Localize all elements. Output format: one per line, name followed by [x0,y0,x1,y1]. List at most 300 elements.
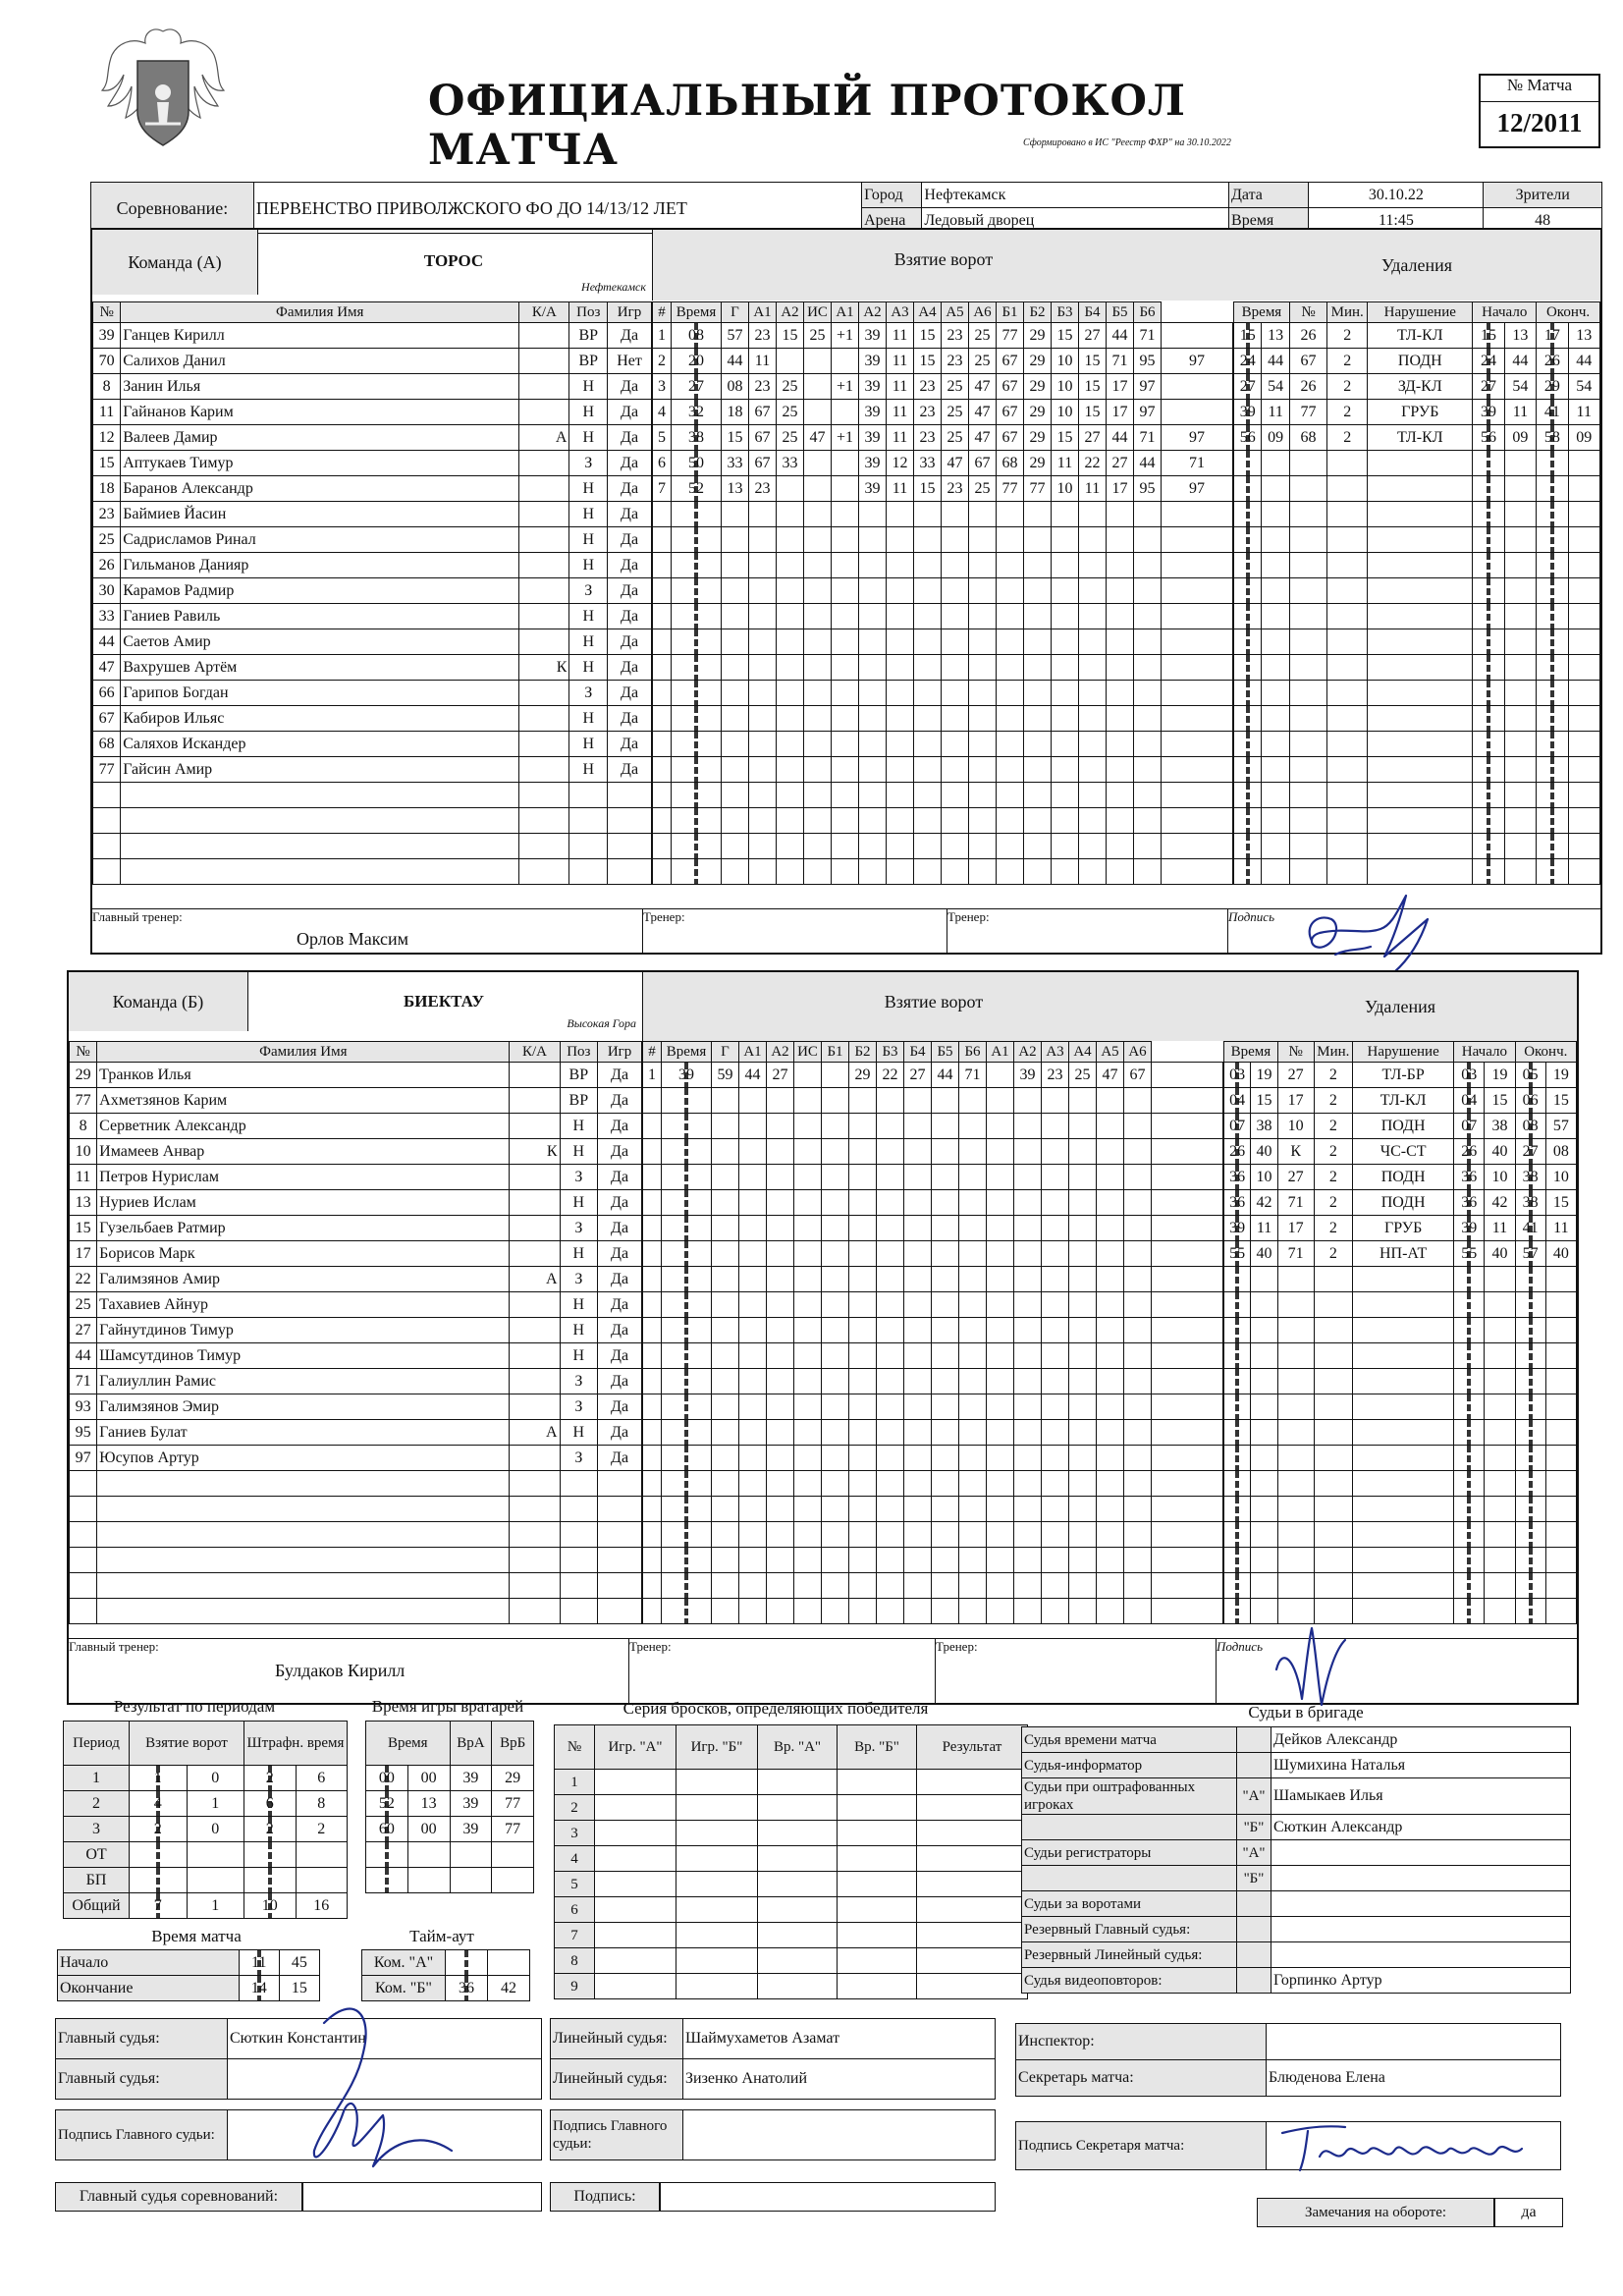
goal-cell [1069,1190,1097,1216]
goal-cell [1024,859,1052,885]
goal-cell [997,757,1024,783]
pen-player [1277,1497,1314,1522]
date-label: Дата [1229,183,1309,208]
pen-sec [1262,834,1289,859]
goal-cell [914,527,942,553]
goal-cell [987,1216,1014,1241]
line-ref-sign-table [550,2109,996,2160]
team-a-coach-signature [1276,886,1473,979]
pen-header-row [1224,1042,1577,1063]
goals-header-row [643,1042,1223,1063]
goal-row [643,1522,1223,1548]
goal-cell: 23 [1042,1063,1069,1088]
pen-start-min [1473,834,1504,859]
goal-cell [849,1292,877,1318]
pen-min: 15 [1234,323,1262,349]
secretary-name: Блюденова Елена [1267,2060,1561,2097]
shootout-col-header: Игр. "Б" [676,1725,758,1770]
pen-sec [1262,681,1289,706]
goal-cell [1124,1548,1152,1573]
player-position [560,1497,598,1522]
player-name: Саетов Амир [121,629,519,655]
pen-start-min [1473,783,1504,808]
goal-cell [1162,400,1233,425]
pen-min [1234,783,1262,808]
player-number: 15 [93,451,121,476]
goal-cell [643,1241,662,1267]
goal-cell [959,1318,987,1343]
pen-start-min [1473,706,1504,732]
name-header: Фамилия Имя [97,1042,510,1063]
pen-infraction: ПОДН [1353,1190,1454,1216]
pen-minutes [1314,1318,1352,1343]
goal-cell [643,1165,662,1190]
goal-cell [794,1394,822,1420]
pen-sec: 42 [1251,1190,1277,1216]
goal-cell [722,783,749,808]
player-number: 30 [93,578,121,604]
goal-cell [1124,1318,1152,1343]
goal-cell [672,732,722,757]
shootout-col-header: Вр. "Б" [838,1725,917,1770]
goal-cell [1107,757,1134,783]
goal-cell [1152,1599,1223,1624]
goal-cell [969,604,997,629]
goal-cell [794,1241,822,1267]
goal-col-header: Г [712,1042,739,1063]
player-name: Аптукаев Тимур [121,451,519,476]
player-played: Да [608,451,652,476]
team-a-signature-label: Подпись [1227,908,1601,954]
gk-cell: 13 [407,1791,450,1817]
goal-cell [1162,783,1233,808]
goal-cell [887,834,914,859]
pen-player [1289,732,1326,757]
goal-cell [942,783,969,808]
goal-cell [1024,629,1052,655]
goal-cell [822,1216,849,1241]
brigade-row [1022,1942,1571,1968]
goal-cell [749,783,777,808]
pen-player [1289,527,1326,553]
goal-cell [932,1573,959,1599]
roster-row [70,1063,642,1088]
goal-cell [804,655,832,681]
match-time-table [57,1949,320,2001]
team-b-signature-label: Подпись [1216,1638,1578,1704]
goal-cell: 44 [1134,451,1162,476]
player-role: К [510,1139,560,1165]
gk-cell: 00 [407,1766,450,1791]
pen-min [1224,1446,1251,1471]
roster-row [70,1420,642,1446]
pen-player [1289,834,1326,859]
pen-player [1277,1369,1314,1394]
period-value [187,1868,244,1893]
pen-start-sec [1504,502,1536,527]
roster-row [93,553,652,578]
goal-cell [1042,1165,1069,1190]
pen-infraction [1368,629,1473,655]
player-number: 44 [93,629,121,655]
goal-col-header: А1 [987,1042,1014,1063]
player-position: ВР [569,349,608,374]
pen-minutes [1314,1394,1352,1420]
period-label: БП [64,1868,130,1893]
pen-player: 17 [1277,1216,1314,1241]
goal-cell: 47 [1097,1063,1124,1088]
player-name [97,1522,510,1548]
goal-cell [739,1190,767,1216]
brigade-role: Судья времени матча [1022,1727,1237,1753]
brigade-role [1022,1815,1237,1840]
pen-start-sec [1504,706,1536,732]
goal-cell [1079,783,1107,808]
player-position: Н [569,425,608,451]
player-role [510,1292,560,1318]
pen-end-min [1537,681,1568,706]
goal-cell [722,732,749,757]
goal-cell [1162,655,1233,681]
goal-cell [1069,1446,1097,1471]
pen-end-min [1537,706,1568,732]
goal-cell [849,1573,877,1599]
goal-cell [887,706,914,732]
pen-start-min: 56 [1473,425,1504,451]
pen-infraction: ПОДН [1368,349,1473,374]
pen-end-sec [1545,1318,1576,1343]
pen-end-min [1537,629,1568,655]
goal-cell [767,1573,794,1599]
goal-cell [767,1318,794,1343]
player-position: Н [569,757,608,783]
goal-col-header: Б6 [959,1042,987,1063]
player-number: 71 [70,1369,97,1394]
roster-row [70,1573,642,1599]
goal-cell [942,604,969,629]
roster-row [93,655,652,681]
goal-cell [777,349,804,374]
team-a-pen-title: Удаления [1233,230,1600,301]
goal-cell [1152,1139,1223,1165]
goal-cell [932,1267,959,1292]
goal-cell [904,1369,932,1394]
goal-cell [987,1369,1014,1394]
pen-min [1234,604,1262,629]
goal-cell [653,732,672,757]
goal-cell [1014,1318,1042,1343]
goal-cell: 08 [672,323,722,349]
goal-cell [987,1139,1014,1165]
brigade-role [1022,1866,1237,1891]
period-value: 2 [244,1766,297,1791]
goal-row [643,1292,1223,1318]
pen-row [1224,1522,1577,1548]
player-name: Борисов Марк [97,1241,510,1267]
goal-cell [672,834,722,859]
goal-cell [1052,757,1079,783]
period-value: 8 [296,1791,348,1817]
pen-min [1234,706,1262,732]
pen-end-sec: 15 [1545,1190,1576,1216]
goal-cell [969,859,997,885]
pen-end-sec [1568,783,1599,808]
player-played [598,1522,642,1548]
goal-cell [777,502,804,527]
goal-cell [712,1088,739,1114]
pen-end-min: 58 [1537,425,1568,451]
goal-cell: 27 [904,1063,932,1088]
pen-player: 26 [1289,374,1326,400]
goal-cell [1124,1216,1152,1241]
goal-cell [712,1548,739,1573]
pen-min [1234,859,1262,885]
main-ref-label-1: Главный судья: [56,2019,228,2059]
shootout-num: 5 [555,1872,595,1897]
goal-cell [904,1343,932,1369]
pen-end-sec [1568,808,1599,834]
pen-end-sec: 09 [1568,425,1599,451]
pen-start-sec: 15 [1485,1088,1515,1114]
goal-cell [643,1318,662,1343]
team-a-name: ТОРОС [423,251,484,270]
goal-row [653,425,1233,451]
pen-start-min: 39 [1473,400,1504,425]
gk-cell: 39 [450,1766,492,1791]
player-number: 23 [93,502,121,527]
pen-row [1224,1114,1577,1139]
goal-cell [1014,1446,1042,1471]
arena-value: Ледовый дворец [922,208,1229,234]
shootout-cell [676,1923,758,1948]
brigade-row [1022,1917,1571,1942]
pen-row [1224,1139,1577,1165]
goal-cell: 71 [1134,425,1162,451]
goal-row [653,706,1233,732]
goal-cell [1052,783,1079,808]
player-number: 47 [93,655,121,681]
pen-row [1224,1497,1577,1522]
roster-row [70,1599,642,1624]
goal-cell [1042,1216,1069,1241]
goal-cell [959,1114,987,1139]
goal-cell: 25 [942,400,969,425]
goal-cell [1097,1139,1124,1165]
goal-cell [959,1573,987,1599]
player-name: Серветник Александр [97,1114,510,1139]
pen-end-min [1537,502,1568,527]
goal-cell [822,1573,849,1599]
pen-start-min: 27 [1473,374,1504,400]
goal-cell [822,1548,849,1573]
pen-start-sec [1504,834,1536,859]
player-position: ВР [560,1088,598,1114]
goal-cell [1107,527,1134,553]
pen-row [1224,1216,1577,1241]
gk-col-header: ВрА [450,1722,492,1766]
goal-cell [914,834,942,859]
brigade-side [1237,1917,1271,1942]
goal-col-header: А5 [942,302,969,323]
gk-row [366,1817,534,1842]
goal-cell [914,502,942,527]
pen-end-sec [1568,834,1599,859]
pen-minutes [1327,604,1368,629]
goal-cell [1107,783,1134,808]
goal-cell [959,1241,987,1267]
goal-col-header: А1 [739,1042,767,1063]
brigade-row [1022,1753,1571,1778]
goal-cell [887,527,914,553]
goal-cell [959,1267,987,1292]
player-position: Н [569,502,608,527]
goal-cell: 27 [1107,451,1134,476]
period-value: 6 [296,1766,348,1791]
goal-cell: 23 [942,349,969,374]
goal-cell [794,1548,822,1573]
goal-cell [997,604,1024,629]
goal-cell [1014,1599,1042,1624]
goal-row [653,629,1233,655]
pen-min [1234,451,1262,476]
brigade-role: Судьи при оштрафованных игроках [1022,1778,1237,1815]
pen-end-sec [1568,476,1599,502]
player-number: 68 [93,732,121,757]
goal-cell [859,757,887,783]
goal-col-header: А4 [1069,1042,1097,1063]
player-played: Да [598,1343,642,1369]
pen-end-min [1515,1471,1545,1497]
gk-cell [450,1842,492,1868]
goal-cell [1152,1343,1223,1369]
goal-row [653,578,1233,604]
pen-infraction [1368,783,1473,808]
brigade-name [1271,1891,1571,1917]
secretary-label: Секретарь матча: [1016,2060,1267,2097]
goal-cell [914,578,942,604]
player-played: Да [608,629,652,655]
goal-cell [859,604,887,629]
pen-min: 36 [1224,1165,1251,1190]
goal-cell [1162,757,1233,783]
goal-cell [767,1522,794,1548]
goal-cell [1069,1420,1097,1446]
pen-minutes: 2 [1327,425,1368,451]
player-name: Занин Илья [121,374,519,400]
pen-start-min [1454,1292,1485,1318]
goal-cell [749,808,777,834]
goal-cell: 77 [997,476,1024,502]
goal-cell [904,1471,932,1497]
goal-cell [767,1190,794,1216]
shootout-cell [758,1770,838,1795]
pen-min [1224,1471,1251,1497]
player-played: Да [608,502,652,527]
roster-row [93,349,652,374]
goal-cell: 97 [1162,425,1233,451]
line-ref-sign-cell [683,2110,996,2160]
goal-cell [942,706,969,732]
goal-cell: 1 [653,323,672,349]
roster-row [93,629,652,655]
pen-col-header: Начало [1454,1042,1515,1063]
pen-start-sec [1485,1599,1515,1624]
pen-player [1289,629,1326,655]
shootout-cell [838,1897,917,1923]
shootout-cell [758,1974,838,1999]
goal-cell [1042,1139,1069,1165]
pen-minutes [1314,1548,1352,1573]
goal-cell [1107,732,1134,757]
brigade-title: Судьи в бригаде [1248,1703,1364,1722]
goal-cell [914,808,942,834]
goal-cell [914,681,942,706]
pen-end-sec: 15 [1545,1088,1576,1114]
goal-cell [712,1420,739,1446]
goal-cell [739,1216,767,1241]
pen-end-min: 41 [1515,1216,1545,1241]
inspector-value [1267,2024,1561,2060]
goal-cell [662,1420,712,1446]
pen-sec [1251,1369,1277,1394]
goal-cell [712,1165,739,1190]
goal-cell [662,1165,712,1190]
match-end-hh: 14 [239,1976,279,2001]
goal-cell [822,1369,849,1394]
goal-cell [832,476,859,502]
goal-cell [942,757,969,783]
goal-cell [804,349,832,374]
goal-cell [1069,1088,1097,1114]
goal-cell [887,578,914,604]
goal-cell [1097,1114,1124,1139]
goal-cell [1069,1114,1097,1139]
pen-row [1234,502,1600,527]
pen-start-sec [1485,1318,1515,1343]
pen-player: 10 [1277,1114,1314,1139]
team-b-name: БИЕКТАУ [404,992,484,1011]
goal-cell [1124,1446,1152,1471]
pen-minutes: 2 [1327,349,1368,374]
player-position [560,1548,598,1573]
goal-cell [1124,1190,1152,1216]
pen-infraction [1368,834,1473,859]
secretary-sign-label: Подпись Секретаря матча: [1016,2122,1267,2170]
goal-cell: 11 [887,425,914,451]
pen-row [1224,1343,1577,1369]
goal-cell [739,1318,767,1343]
pen-end-sec [1545,1343,1576,1369]
goal-cell [739,1394,767,1420]
goal-cell [1069,1241,1097,1267]
goal-cell [662,1522,712,1548]
player-played: Да [598,1369,642,1394]
roster-row [70,1318,642,1343]
goal-cell [877,1165,904,1190]
pen-row [1224,1267,1577,1292]
player-number: 18 [93,476,121,502]
player-name: Тахавиев Айнур [97,1292,510,1318]
goal-cell [942,834,969,859]
goal-cell [859,706,887,732]
pen-col-header: Начало [1473,302,1537,323]
player-position: ВР [569,323,608,349]
goal-cell: +1 [832,425,859,451]
pen-end-sec [1568,451,1599,476]
goal-cell [904,1394,932,1420]
goal-cell [1024,655,1052,681]
player-played [598,1599,642,1624]
